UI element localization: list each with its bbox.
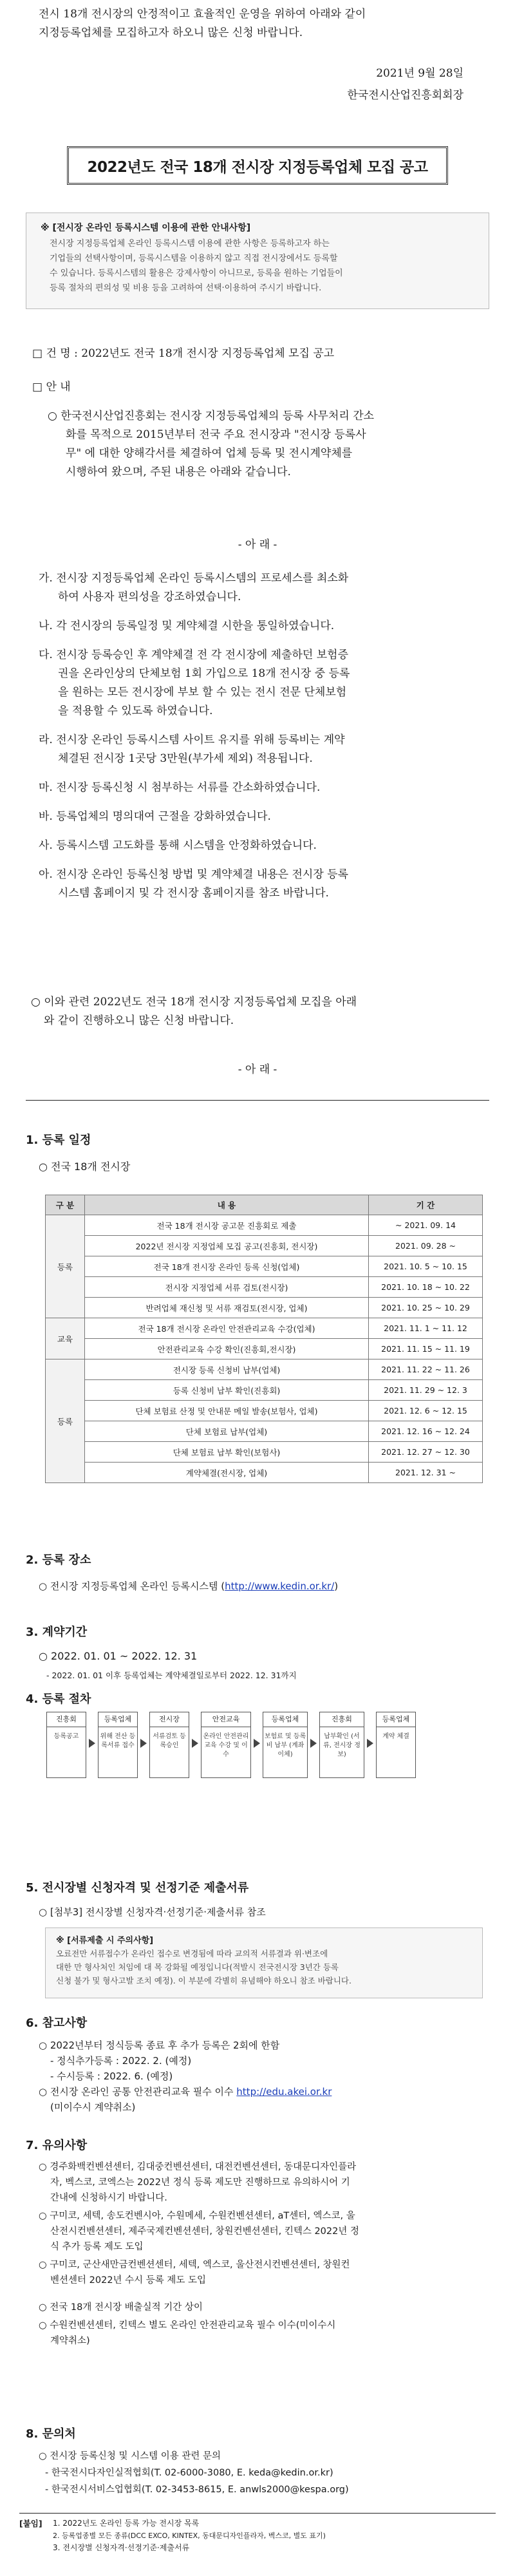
table-header: 내 용 [85,1195,369,1215]
table-row: 단체 보험료 납부(업체) 2021. 12. 16 ~ 12. 24 [46,1421,483,1442]
schedule-table [45,1195,483,1483]
guide-item: 바. 등록업체의 명의대여 근절을 강화하였습니다. [39,810,271,823]
caution-item: ○ 전국 18개 전시장 배출실적 기간 상이 [39,2302,203,2313]
intro-line: 지정등록업체를 모집하고자 하오니 많은 신청 바랍니다. [39,26,303,39]
section1-head: 1. 등록 일정 [26,1133,91,1147]
table-row: 등록 신청비 납부 확인(진흥회) 2021. 11. 29 ~ 12. 3 [46,1380,483,1401]
section5-head: 5. 전시장별 신청자격 및 선정기준 제출서류 [26,1881,249,1895]
table-row: 전시장 지정업체 서류 검토(전시장) 2021. 10. 18 ~ 10. 22 [46,1277,483,1298]
guide-center: - 아 래 - [238,538,277,551]
guide-item: 아. 전시장 온라인 등록신청 방법 및 계약체결 내용은 전시장 등록 시스템 홈페이지 및 각 전시장 홈페이지를 참조 바랍니다. [39,868,349,900]
notice-line: 기업들의 선택사항이며, 등록시스템을 이용하지 않고 직접 전시장에서도 등록할 [50,254,338,263]
table-row: 전국 18개 전시장 온라인 등록 신청(업체) 2021. 10. 5 ~ 10. 15 [46,1256,483,1277]
section6-head: 6. 참고사항 [26,2016,88,2030]
table-row: 단체 보험료 납부 확인(보험사) 2021. 12. 27 ~ 12. 30 [46,1442,483,1463]
flow-step: 등록업체 위해 전산 등록서류 접수 [98,1712,138,1778]
page-title: 2022년도 전국 18개 전시장 지정등록업체 모집 공고 [67,146,448,185]
attach-list: 1. 2022년도 온라인 등록 가능 전시장 목록 2. 등록업종별 모든 종류(DCC EXCO, KINTEX, 동대문디자인플라자, 벡스코, 별도 표기) 3. 전시장별 신청자격·선정기준·제출서류 [53,2519,326,2552]
table-row: 교육 전국 18개 전시장 온라인 안전관리교육 수강(업체) 2021. 11. 1 ~ 11. 12 [46,1318,483,1339]
guide-item: 마. 전시장 등록신청 시 첨부하는 서류를 간소화하였습니다. [39,781,321,794]
notice-line: 전시장 지정등록업체 온라인 등록시스템 이용에 관한 사항은 등록하고자 하는 [50,239,330,249]
table-header: 기 간 [369,1195,483,1215]
section1-sub: ○ 전국 18개 전시장 [39,1160,131,1173]
table-row: 등록 전국 18개 전시장 공고문 진흥회로 제출 ~ 2021. 09. 14 [46,1215,483,1236]
table-header-row [46,1195,483,1215]
section7-head: 7. 유의사항 [26,2139,88,2152]
warning-head: ※ [서류제출 시 주의사항] [56,1936,154,1946]
arrow-right-icon [310,1739,317,1748]
warning-box [45,1927,483,1998]
subject-line: □ 건 명 : 2022년도 전국 18개 전시장 지정등록업체 모집 공고 [32,347,335,360]
flow-step: 등록업체 계약 체결 [376,1712,416,1778]
arrow-right-icon [192,1739,198,1748]
intro-text [39,5,489,43]
section8-head: 8. 문의처 [26,2427,76,2441]
caution-item: ○ 구미코, 세텍, 송도컨벤시아, 수원메세, 수원컨벤션센터, aT센터, 엑스코, 울 산전시컨벤션센터, 제주국제컨벤션센터, 창원컨벤션센터, 킨텍스 2022년 정 식 추가 등록 제도 도입 [39,2211,359,2252]
intro-line: 전시 18개 전시장의 안정적이고 효율적인 운영을 위하여 아래와 같이 [39,8,366,21]
section3-head: 3. 계약기간 [26,1625,88,1639]
closing-center: - 아 래 - [238,1063,277,1076]
guide-item: 사. 등록시스템 고도화를 통해 시스템을 안정화하였습니다. [39,839,317,852]
section8-body: ○ 전시장 등록신청 및 시스템 이용 관련 문의 - 한국전시다자인실적협회(T. 02-6000-3080, E. keda@kedin.or.kr) - 한국전시서비스업협회(T. 02-3453-8615, E. anwls2000@kespa.org) [39,2451,349,2495]
attach-divider [19,2513,496,2514]
education-site-link[interactable]: http://edu.akei.or.kr [236,2086,332,2098]
notice-head: ※ [전시장 온라인 등록시스템 이용에 관한 안내사항] [41,223,251,233]
arrow-right-icon [254,1739,260,1748]
notice-line: 수 있습니다. 등록시스템의 활용은 강제사항이 아니므로, 등록을 원하는 기업들이 [50,269,343,278]
notice-line: 등록 절차의 편의성 및 비용 등을 고려하여 선택·이용하여 주시기 바랍니다. [50,283,322,293]
section3-note: - 2022. 01. 01 이후 등록업체는 계약체결일로부터 2022. 12. 31까지 [46,1671,297,1680]
intro-org: 한국전시산업진흥회회장 [347,89,464,102]
section5-item: ○ [첨부3] 전시장별 신청자격·선정기준·제출서류 참조 [39,1906,266,1918]
arrow-right-icon [367,1739,373,1748]
section2-head: 2. 등록 장소 [26,1553,91,1567]
section4-head: 4. 등록 절차 [26,1692,91,1706]
table-row: 반려업체 재신청 및 서류 재검토(전시장, 업체) 2021. 10. 25 ~ 10. 29 [46,1298,483,1318]
caution-item: ○ 경주화백컨벤션센터, 김대중컨벤션센터, 대전컨벤션센터, 동대문디자인플라 자, 벡스코, 코엑스는 2022년 정식 등록 제도만 진행하므로 유의하시어 기 간내에 신청하시기 바랍니다. [39,2162,357,2203]
flow-step: 진흥회 등록공고 [46,1712,86,1778]
table-row: 단체 보험료 산정 및 안내문 메일 발송(보험사, 업체) 2021. 12. 6 ~ 12. 15 [46,1401,483,1421]
closing-text: ○ 이와 관련 2022년도 전국 18개 전시장 지정등록업체 모집을 아래 와 같이 진행하오니 많은 신청 바랍니다. [31,996,357,1027]
guide-line: 화를 목적으로 2015년부터 전국 주요 전시장과 "전시장 등록사 [66,428,366,441]
flow-step: 진흥회 납부확인 (서류, 전시장 정보) [319,1712,364,1778]
arrow-right-icon [140,1739,147,1748]
guide-line: 시행하여 왔으며, 주된 내용은 아래와 같습니다. [66,466,291,478]
section7-body [39,2159,489,2349]
caution-item: ○ 구미코, 군산새만금컨벤션센터, 세텍, 엑스코, 울산전시컨벤션센터, 창원컨 벤션센터 2022년 수시 등록 제도 도입 [39,2260,350,2286]
caution-item: ○ 수원컨벤션센터, 킨텍스 별도 온라인 안전관리교육 필수 이수(미이수시 계약취소) [39,2320,336,2346]
guide-item: 다. 전시장 등록승인 후 계약체결 전 각 전시장에 제출하던 보험증 권을 온라인상의 단체보험 1회 가입으로 18개 전시장 중 등록 을 원하는 모든 전시장에 부보 할 수 있는 전시 전문 단체보험 을 적용할 수 있도록 하였습니다. [39,649,350,717]
table-row: 2022년 전시장 지정업체 모집 공고(진흥회, 전시장) 2021. 09. 28 ~ [46,1236,483,1256]
notice-body [41,236,474,296]
guide-item: 라. 전시장 온라인 등록시스템 사이트 유지를 위해 등록비는 계약 체결된 전시장 1곳당 3만원(부가세 제외) 적용됩니다. [39,734,345,765]
guide-head: □ 안 내 [32,381,71,393]
table-row: 안전관리교육 수강 확인(진흥회,전시장) 2021. 11. 15 ~ 11. 19 [46,1339,483,1359]
table-header: 구 분 [46,1195,85,1215]
attach-label: [붙임] [19,2519,42,2528]
section6-body: ○ 2022년부터 정식등록 종료 후 추가 등록은 2회에 한함 - 정식추가등록 : 2022. 2. (예정) - 수시등록 : 2022. 6. (예정) ○ 전시장 온라인 공통 안전관리교육 필수 이수 http://edu.akei.or.kr (미이수시 계약취소) [39,2040,332,2113]
flow-step: 전시장 서류검토 등록승인 [149,1712,189,1778]
flow-step: 등록업체 보험료 및 등록비 납부 (계좌이체) [263,1712,308,1778]
section-divider [26,1100,489,1101]
guide-intro [48,407,492,482]
flow-step: 안전교육 온라인 안전관리교육 수강 및 이수 [201,1712,251,1778]
arrow-right-icon [89,1739,95,1748]
guide-item: 가. 전시장 지정등록업체 온라인 등록시스템의 프로세스를 최소화 하여 사용자 편의성을 강조하였습니다. [39,572,349,603]
guide-line: ○ 한국전시산업진흥회는 전시장 지정등록업체의 등록 사무처리 간소 [48,410,375,422]
table-category: 등록 [46,1215,85,1318]
guide-line: 무" 에 대한 양해각서를 체결하여 업체 등록 및 전시계약체를 [66,447,353,460]
table-category: 등록 [46,1359,85,1483]
section3-item: ○ 2022. 01. 01 ~ 2022. 12. 31 [39,1650,198,1662]
guide-items [39,569,489,903]
table-category: 교육 [46,1318,85,1359]
guide-item: 나. 각 전시장의 등록일정 및 계약체결 시한을 통일하였습니다. [39,620,335,632]
table-row: 등록 전시장 등록 신청비 납부(업체) 2021. 11. 22 ~ 11. 26 [46,1359,483,1380]
registration-site-link[interactable]: http://www.kedin.or.kr/ [225,1580,335,1592]
warning-body: 오료전만 서류접수가 온라인 접수로 변경됨에 따라 교의적 서류결과 위·변조에 대한 만 형사처인 처임에 대 목 강화될 예정입니다(적발시 전국전시장 3년간 등록 신청 불가 및 형사고발 조치 예정). 이 부분에 각별히 유념해야 하오니 참조 바랍니다. [56,1949,351,1985]
notice-box [26,213,489,309]
table-row: 계약체결(전시장, 업체) 2021. 12. 31 ~ [46,1463,483,1483]
intro-date: 2021년 9월 28일 [376,67,464,80]
section2-item: ○ 전시장 지정등록업체 온라인 등록시스템 (http://www.kedin.or.kr/) [39,1580,339,1592]
